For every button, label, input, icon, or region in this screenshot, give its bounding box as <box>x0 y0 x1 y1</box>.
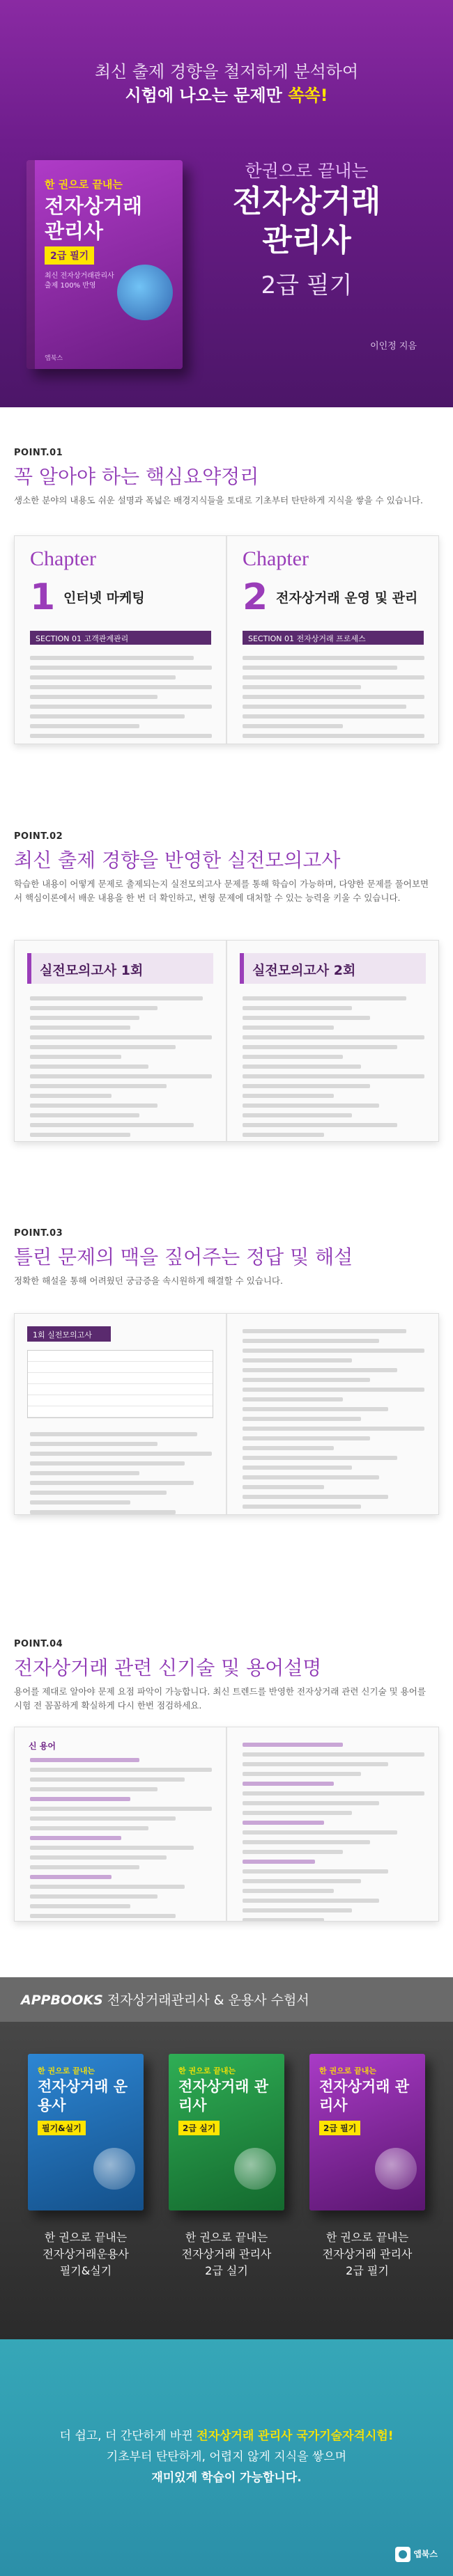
hero-banner <box>0 0 453 407</box>
sample-page-spread <box>14 535 439 744</box>
book-grade: 2급 실기 <box>178 2121 220 2135</box>
body-text-lines <box>30 656 212 744</box>
question-lines <box>243 996 424 1141</box>
book-name: 전자상거래 관리사 <box>178 2078 269 2114</box>
table-row <box>28 1373 213 1384</box>
tagline-highlight: 쏙쏙! <box>288 86 328 105</box>
footer-line1-text: 더 쉽고, 더 간단하게 바뀐 <box>59 2429 197 2443</box>
chapter-number: 1 <box>30 576 56 618</box>
hero-tagline <box>0 60 453 107</box>
sample-page-left <box>15 1314 227 1514</box>
explanation-lines <box>30 1432 212 1514</box>
point-description: 정확한 해설을 통해 어려웠던 궁금증을 속시원하게 해결할 수 있습니다. <box>14 1275 283 1286</box>
tagline-line-1: 최신 출제 경향을 철저하게 분석하여 <box>94 62 359 81</box>
body-text-lines <box>243 656 424 744</box>
appbooks-header <box>0 1977 453 2022</box>
footer-line1 <box>0 2426 453 2447</box>
answer-table-title: 1회 실전모의고사 <box>27 1326 111 1342</box>
book-caption <box>298 2229 437 2279</box>
sample-page-spread <box>14 1313 439 1515</box>
book-caption-line1: 한 권으로 끝내는 <box>44 2231 128 2244</box>
appbooks-section <box>0 1977 453 2339</box>
point-description: 학습한 내용이 어떻게 문제로 출제되는지 실전모의고사 문제를 통해 학습이 가능하며, 다양한 문제를 풀어보면서 핵심이론에서 배운 내용을 한 번 더 확인하고, 변형 문제에 대처할 수 있는 능력을 키울 수 있습니다. <box>14 879 429 903</box>
answer-table <box>27 1350 213 1418</box>
book-illustration <box>375 2148 417 2190</box>
book-cover-illustration <box>117 265 173 320</box>
sample-page-right <box>227 941 438 1141</box>
book-cover-subtitle: 최신 전자상거래관리사 출제 100% 반영 <box>45 272 114 290</box>
book-cover-publisher: 앱북스 <box>45 355 63 362</box>
section-bar: SECTION 01 고객관계관리 <box>30 631 211 645</box>
footer-banner <box>0 2339 453 2576</box>
book-name: 전자상거래 관리사 <box>319 2078 410 2114</box>
section-bar: SECTION 01 전자상거래 프로세스 <box>243 631 424 645</box>
book-caption-line2: 전자상거래 관리사 <box>322 2247 413 2261</box>
book-name: 전자상거래 운용사 <box>38 2078 128 2114</box>
hero-author: 이인정 지음 <box>370 341 417 352</box>
mock-exam-title: 실전모의고사 1회 <box>27 953 213 984</box>
footer-highlight: 전자상거래 관리사 국가기술자격시험! <box>197 2429 394 2443</box>
chapter-title: 인터넷 마케팅 <box>63 590 145 606</box>
book-cover-series: 한 권으로 끝내는 <box>45 178 123 191</box>
hero-title-line2: 관리사 <box>262 223 351 258</box>
sample-page-left <box>15 536 227 744</box>
tagline-line-2 <box>0 84 453 107</box>
book-caption-line2: 전자상거래운용사 <box>43 2247 129 2261</box>
appbooks-heading <box>21 1990 309 2009</box>
hero-grade: 2급 필기 <box>261 272 353 299</box>
book-series: 한 권으로 끝내는 <box>178 2066 236 2075</box>
mock-exam-title: 실전모의고사 2회 <box>240 953 426 984</box>
glossary-lines <box>30 1758 212 1921</box>
point-02-section <box>0 794 453 1184</box>
book-caption-line3: 필기&실기 <box>59 2264 112 2277</box>
book-caption <box>157 2229 296 2279</box>
point-heading: 최신 출제 경향을 반영한 실전모의고사 <box>14 849 341 872</box>
book-series: 한 권으로 끝내는 <box>38 2066 95 2075</box>
hero-title <box>197 182 417 260</box>
point-label: POINT.02 <box>14 831 63 842</box>
glossary-title: 신 용어 <box>29 1741 56 1751</box>
footer-line3: 재미있게 학습이 가능합니다. <box>151 2471 302 2485</box>
sample-page-right <box>227 1727 438 1921</box>
sample-page-right <box>227 536 438 744</box>
book-caption-line3: 2급 필기 <box>346 2264 389 2277</box>
book-cover-image <box>26 160 183 369</box>
point-heading: 틀린 문제의 맥을 짚어주는 정답 및 해설 <box>14 1246 353 1269</box>
book-caption-line3: 2급 실기 <box>205 2264 248 2277</box>
table-row <box>28 1406 213 1417</box>
book-grade: 필기&실기 <box>38 2121 86 2135</box>
book-caption-line2: 전자상거래 관리사 <box>181 2247 272 2261</box>
point-label: POINT.04 <box>14 1639 63 1649</box>
sample-page-left <box>15 1727 227 1921</box>
chapter-number: 2 <box>243 576 268 618</box>
glossary-lines <box>243 1743 424 1921</box>
chapter-label: Chapter <box>243 547 309 570</box>
publisher-logo-icon <box>395 2547 410 2562</box>
book-caption <box>16 2229 155 2279</box>
book-grade: 2급 필기 <box>319 2121 360 2135</box>
footer-message <box>0 2426 453 2488</box>
book-cover-title-line2: 관리사 <box>45 219 104 243</box>
book-cover-title-line1: 전자상거래 <box>45 194 143 218</box>
point-heading: 꼭 알아야 하는 핵심요약정리 <box>14 465 259 488</box>
book-series: 한 권으로 끝내는 <box>319 2066 377 2075</box>
point-03-section <box>0 1184 453 1573</box>
book-illustration <box>234 2148 276 2190</box>
explanation-lines <box>243 1329 424 1514</box>
point-label: POINT.01 <box>14 448 63 458</box>
book-cover-title <box>45 194 142 244</box>
sample-page-spread <box>14 1727 439 1922</box>
question-lines <box>30 996 212 1141</box>
sample-page-spread <box>14 940 439 1142</box>
table-row <box>28 1351 213 1362</box>
book-cover-image <box>309 2054 425 2210</box>
point-heading: 전자상거래 관련 신기술 및 용어설명 <box>14 1656 322 1679</box>
publisher-logo <box>395 2547 438 2562</box>
table-row <box>28 1362 213 1373</box>
point-description: 용어를 제대로 알아야 문제 요점 파악이 가능합니다. 최신 트렌드를 반영한 전자상거래 관련 신기술 및 용어를 시험 전 꼼꼼하게 확실하게 다시 한번 점검하세요. <box>14 1686 426 1711</box>
point-01-section <box>0 407 453 794</box>
footer-line2: 기초부터 탄탄하게, 어렵지 않게 지식을 쌓으며 <box>106 2450 347 2464</box>
book-cover-image <box>169 2054 284 2210</box>
book-caption-line1: 한 권으로 끝내는 <box>325 2231 409 2244</box>
hero-series: 한권으로 끝내는 <box>245 161 369 181</box>
appbooks-heading-text: 전자상거래관리사 & 운용사 수험서 <box>107 1993 309 2008</box>
publisher-logo-text: 앱북스 <box>413 2549 438 2559</box>
book-illustration <box>93 2148 135 2190</box>
point-description: 생소한 분야의 내용도 쉬운 설명과 폭넓은 배경지식들을 토대로 기초부터 탄탄하게 지식을 쌓을 수 있습니다. <box>14 495 423 505</box>
table-row <box>28 1384 213 1395</box>
hero-title-line1: 전자상거래 <box>232 184 381 219</box>
book-caption-line1: 한 권으로 끝내는 <box>185 2231 268 2244</box>
sample-page-left <box>15 941 227 1141</box>
point-04-section <box>0 1573 453 1977</box>
sample-page-right <box>227 1314 438 1514</box>
appbooks-brand: APPBOOKS <box>21 1993 103 2008</box>
book-cover-image <box>28 2054 144 2210</box>
tagline-line-2-text: 시험에 나오는 문제만 <box>125 86 289 105</box>
chapter-label: Chapter <box>30 547 96 570</box>
point-label: POINT.03 <box>14 1228 63 1239</box>
table-row <box>28 1395 213 1406</box>
chapter-title: 전자상거래 운영 및 관리 <box>276 590 418 606</box>
book-cover-grade-badge: 2급 필기 <box>45 246 94 265</box>
